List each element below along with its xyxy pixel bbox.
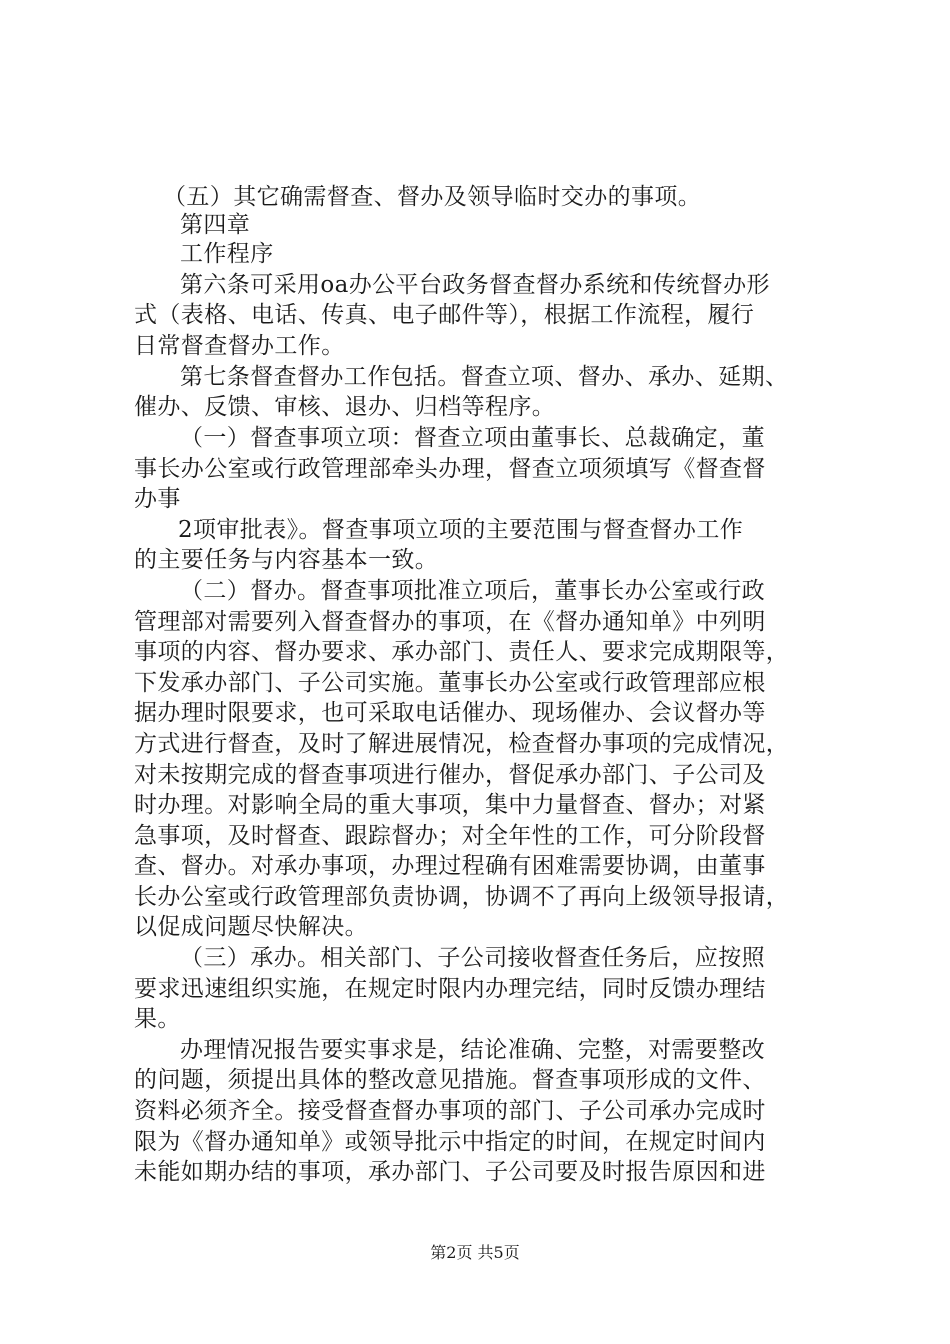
text-line: 限为《督办通知单》或领导批示中指定的时间，在规定时间内 — [134, 1129, 766, 1155]
text-line: （三）承办。相关部门、子公司接收督查任务后，应按照 — [180, 945, 765, 971]
text-line: 第七条督查督办工作包括。督查立项、督办、承办、延期、 — [180, 364, 789, 390]
page-number-footer: 第2页 共5页 — [430, 1243, 520, 1262]
text-line: 时办理。对影响全局的重大事项，集中力量督查、督办；对紧 — [134, 792, 766, 818]
text-line: 第六条可采用oa办公平台政务督查督办系统和传统督办形 — [180, 272, 770, 298]
text-line: 的问题，须提出具体的整改意见措施。督查事项形成的文件、 — [134, 1067, 766, 1093]
chapter-number: 第四章 — [180, 212, 251, 238]
text-line: 要求迅速组织实施，在规定时限内办理完结，同时反馈办理结 — [134, 976, 766, 1002]
text-line: 事项的内容、督办要求、承办部门、责任人、要求完成期限等， — [134, 639, 790, 665]
text-line: 急事项，及时督查、跟踪督办；对全年性的工作，可分阶段督 — [134, 823, 766, 849]
chapter-title: 工作程序 — [180, 241, 274, 267]
text-line: 资料必须齐全。接受督查督办事项的部门、子公司承办完成时 — [134, 1098, 766, 1124]
text-line: 办事 — [134, 486, 181, 512]
text-line: 长办公室或行政管理部负责协调，协调不了再向上级领导报请， — [134, 884, 790, 910]
text-line: 以促成问题尽快解决。 — [134, 914, 368, 940]
text-line: （五）其它确需督查、督办及领导临时交办的事项。 — [163, 184, 702, 210]
text-line: 查、督办。对承办事项，办理过程确有困难需要协调，由董事 — [134, 853, 766, 879]
text-line: 下发承办部门、子公司实施。董事长办公室或行政管理部应根 — [134, 670, 766, 696]
text-line: （一）督查事项立项：督查立项由董事长、总裁确定，董 — [180, 425, 765, 451]
text-line: 据办理时限要求，也可采取电话催办、现场催办、会议督办等 — [134, 700, 766, 726]
text-line: 的主要任务与内容基本一致。 — [134, 547, 439, 573]
text-line: 事长办公室或行政管理部牵头办理，督查立项须填写《督查督 — [134, 456, 766, 482]
text-line: （二）督办。督查事项批准立项后，董事长办公室或行政 — [180, 578, 765, 604]
text-line: 方式进行督查，及时了解进展情况，检查督办事项的完成情况， — [134, 731, 790, 757]
text-line: 对未按期完成的督查事项进行催办，督促承办部门、子公司及 — [134, 762, 766, 788]
text-line: 办理情况报告要实事求是，结论准确、完整，对需要整改 — [180, 1037, 765, 1063]
text-line: 催办、反馈、审核、退办、归档等程序。 — [134, 394, 556, 420]
text-line: 式（表格、电话、传真、电子邮件等），根据工作流程，履行 — [134, 302, 755, 328]
text-line: 管理部对需要列入督查督办的事项，在《督办通知单》中列明 — [134, 609, 766, 635]
text-line: 果。 — [134, 1006, 181, 1032]
text-line: 2项审批表》。督查事项立项的主要范围与督查督办工作 — [178, 517, 744, 543]
text-line: 日常督查督办工作。 — [134, 333, 345, 359]
text-line: 未能如期办结的事项，承办部门、子公司要及时报告原因和进 — [134, 1159, 766, 1185]
